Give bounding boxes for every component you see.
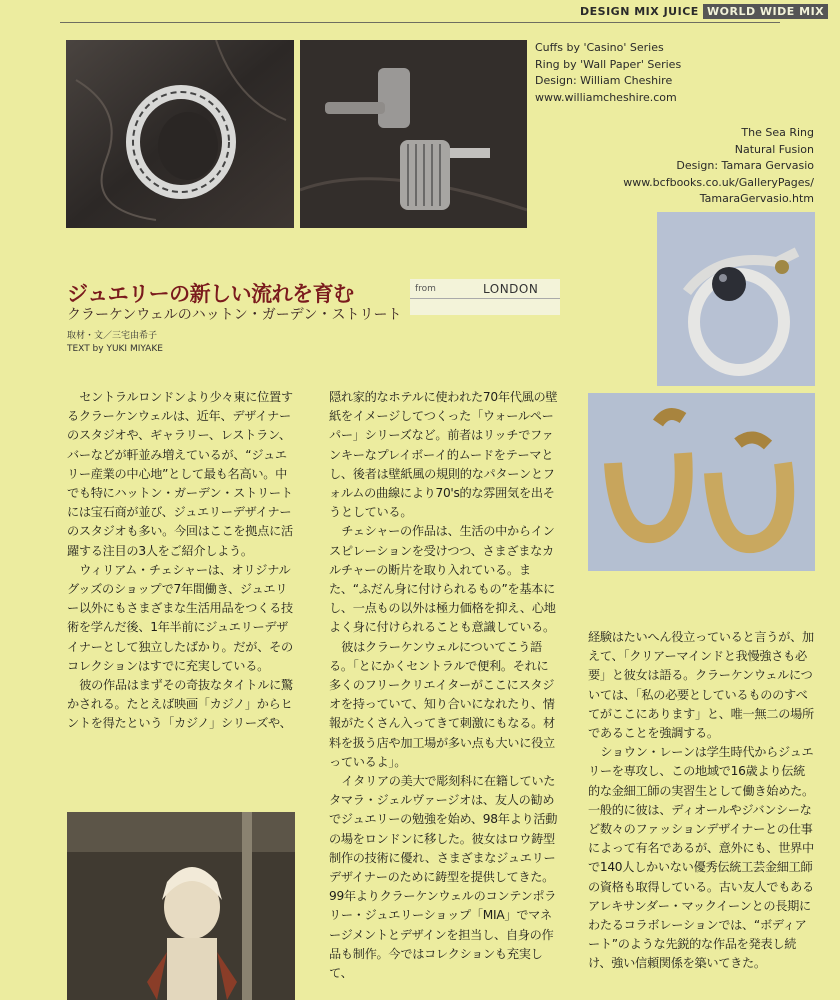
caption-link: TamaraGervasio.htm: [699, 192, 814, 205]
paragraph: 経験はたいへん役立っていると言うが、加えて、「クリアーマインドと我慢強さも必要」と彼女は語る。クラーケンウェルについては、「私の必要としているもののすべてがここにあります」と、唯一無二の場所であることを強調する。: [588, 630, 814, 741]
caption-line: Cuffs by 'Casino' Series: [535, 41, 664, 54]
caption-line: Natural Fusion: [734, 142, 814, 156]
paragraph: セントラルロンドンより少々東に位置するクラーケンウェルは、近年、デザイナーのスタジオや、ギャラリー、レストラン、バーなどが軒並み増えているが、“ジュエリー産業の中心地”として最も名高い。中でも特にハットン・ガーデン・ストリートには宝石商が並び、ジュエリーデザイナーのスタジオも多い。今回はここを拠点に活躍する注目の3人をご紹介しよう。: [67, 390, 293, 558]
article-subtitle: クラーケンウェルのハットン・ガーデン・ストリート: [67, 307, 402, 323]
credit-ja: 取材・文／三宅由希子: [67, 331, 158, 341]
caption-link: www.williamcheshire.com: [535, 90, 677, 104]
paragraph: 隠れ家的なホテルに使われた70年代風の壁紙をイメージしてつくった「ウォールペーパー」シリーズなど。前者はリッチでファンキーなプレイボーイ的ムードをテーマとし、後者は壁紙風の規則的なパターンとフォルムの曲線により70's的な雰囲気を出そうとしている。: [329, 390, 558, 520]
gold-rings-photo: [588, 393, 815, 571]
paragraph: 彼の作品はまずその奇抜なタイトルに驚かされる。たとえば映画「カジノ」からヒントを得たという「カジノ」シリーズや、: [67, 678, 293, 731]
ring-photo: [66, 40, 294, 228]
caption-link: www.bcfbooks.co.uk/GalleryPages/: [623, 175, 814, 189]
body-column-1: [67, 388, 296, 734]
paragraph: イタリアの美大で彫刻科に在籍していたタマラ・ジェルヴァージオは、友人の勧めでジュエリーの勉強を始め、98年より活動の場をロンドンに移した。彼女はロウ鋳型制作の技術に優れ、さまざまなジュエリーデザイナーのために鋳型を提供してきた。99年よりクラーケンウェルのコンテンポラリー・ジュエリーショップ「MIA」でマネージメントとデザインを担当し、自身の作品も制作。今ではコレクションも充実して、: [329, 774, 558, 981]
body-column-2: [329, 388, 559, 983]
caption-gervasio: [560, 125, 814, 208]
paragraph: ウィリアム・チェシャーは、オリジナルグッズのショップで7年間働き、ジュエリー以外にもさまざまな生活用品をつくる技術を学んだ後、1年半前にジュエリーデザイナーとして独立したばかり。だが、そのコレクションはすでに充実している。: [67, 562, 293, 673]
from-label: from: [415, 284, 436, 294]
credit-en: TEXT by YUKI MIYAKE: [67, 344, 163, 354]
from-rule: [410, 298, 560, 299]
sea-ring-photo: [657, 212, 815, 386]
paragraph: ショウン・レーンは学生時代からジュエリーを専攻し、この地域で16歳より伝統的な金細工師の実習生として働き始めた。一般的に彼は、ディオールやジバンシーなど数々のファッションデザイナーとの仕事によって有名であるが、意外にも、世界中で140人しかいない優秀伝統工芸金細工師の資格も取得している。古い友人でもあるアレキサンダー・マックイーンとの長期にわたるコラボレーションでは、“ボディアート”のような先鋭的な作品を発表し続け、強い信頼関係を築いてきた。: [588, 745, 814, 971]
paragraph: チェシャーの作品は、生活の中からインスピレーションを受けつつ、さまざまなカルチャーの断片を取り入れている。また、“ふだん身に付けられるもの”を基本にし、一点もの以外は極力価格を抑え、心地よく身に付けられることも意識している。: [329, 524, 556, 635]
section-title: DESIGN MIX JUICE: [580, 5, 699, 18]
cufflinks-photo: [300, 40, 527, 228]
caption-line: Design: Tamara Gervasio: [676, 159, 814, 172]
paragraph: 彼はクラーケンウェルについてこう語る。「とにかくセントラルで便利。それに多くのフリークリエイターがここにスタジオを持っていて、知り合いになれたり、情報がたくさん入ってきて刺激にもなる。材料を扱う店や加工場が多い点も大いに役立っているよ」。: [329, 639, 555, 769]
header-rule: [60, 22, 780, 23]
article-title: ジュエリーの新しい流れを育む: [67, 282, 354, 306]
model-photo: [67, 812, 295, 1000]
caption-cheshire: [535, 40, 681, 106]
section-badge: WORLD WIDE MIX: [703, 4, 828, 19]
from-city: LONDON: [483, 282, 539, 296]
caption-line: Ring by 'Wall Paper' Series: [535, 57, 682, 71]
caption-line: Design: William Cheshire: [535, 74, 673, 87]
body-column-3: [588, 628, 816, 974]
caption-line: The Sea Ring: [741, 126, 814, 139]
article-credit: [67, 330, 163, 356]
